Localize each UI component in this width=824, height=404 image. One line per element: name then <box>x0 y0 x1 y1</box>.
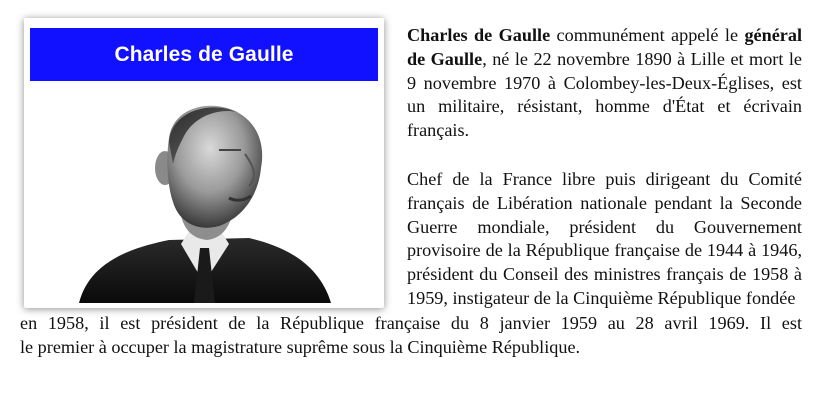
general-bold: général de Gaulle <box>407 25 803 69</box>
intro-text-b: , né le 22 novembre 1890 à Lille et mort le 9 novembre 1970 à Colombey-les-Deux-Églises, est un militaire, résistant, homme d'État et écrivain français. <box>407 48 803 141</box>
intro-paragraph <box>407 24 802 143</box>
continuation-line-2: le premier à occuper la magistrature suprême sous la Cinquième République. <box>20 336 581 357</box>
intro-text-a: communément appelé le <box>550 25 745 45</box>
name-bold: Charles de Gaulle <box>407 25 551 45</box>
portrait-photo <box>69 98 339 303</box>
career-paragraph: Chef de la France libre puis dirigeant du Comité français de Libération nationale pendant la Seconde Guerre mondiale, président du Gouvernement provisoire de la République française de 1944 à 1946, président du Conseil des ministres français de 1958 à 1959, instigateur de la Cinquième République fondée <box>407 169 802 308</box>
profile-card <box>24 18 384 308</box>
career-continuation <box>20 312 802 360</box>
banner-title: Charles de Gaulle <box>30 28 378 81</box>
continuation-line-1: en 1958, il est président de la République française du 8 janvier 1959 au 28 avril 1969. Il est <box>20 313 802 333</box>
